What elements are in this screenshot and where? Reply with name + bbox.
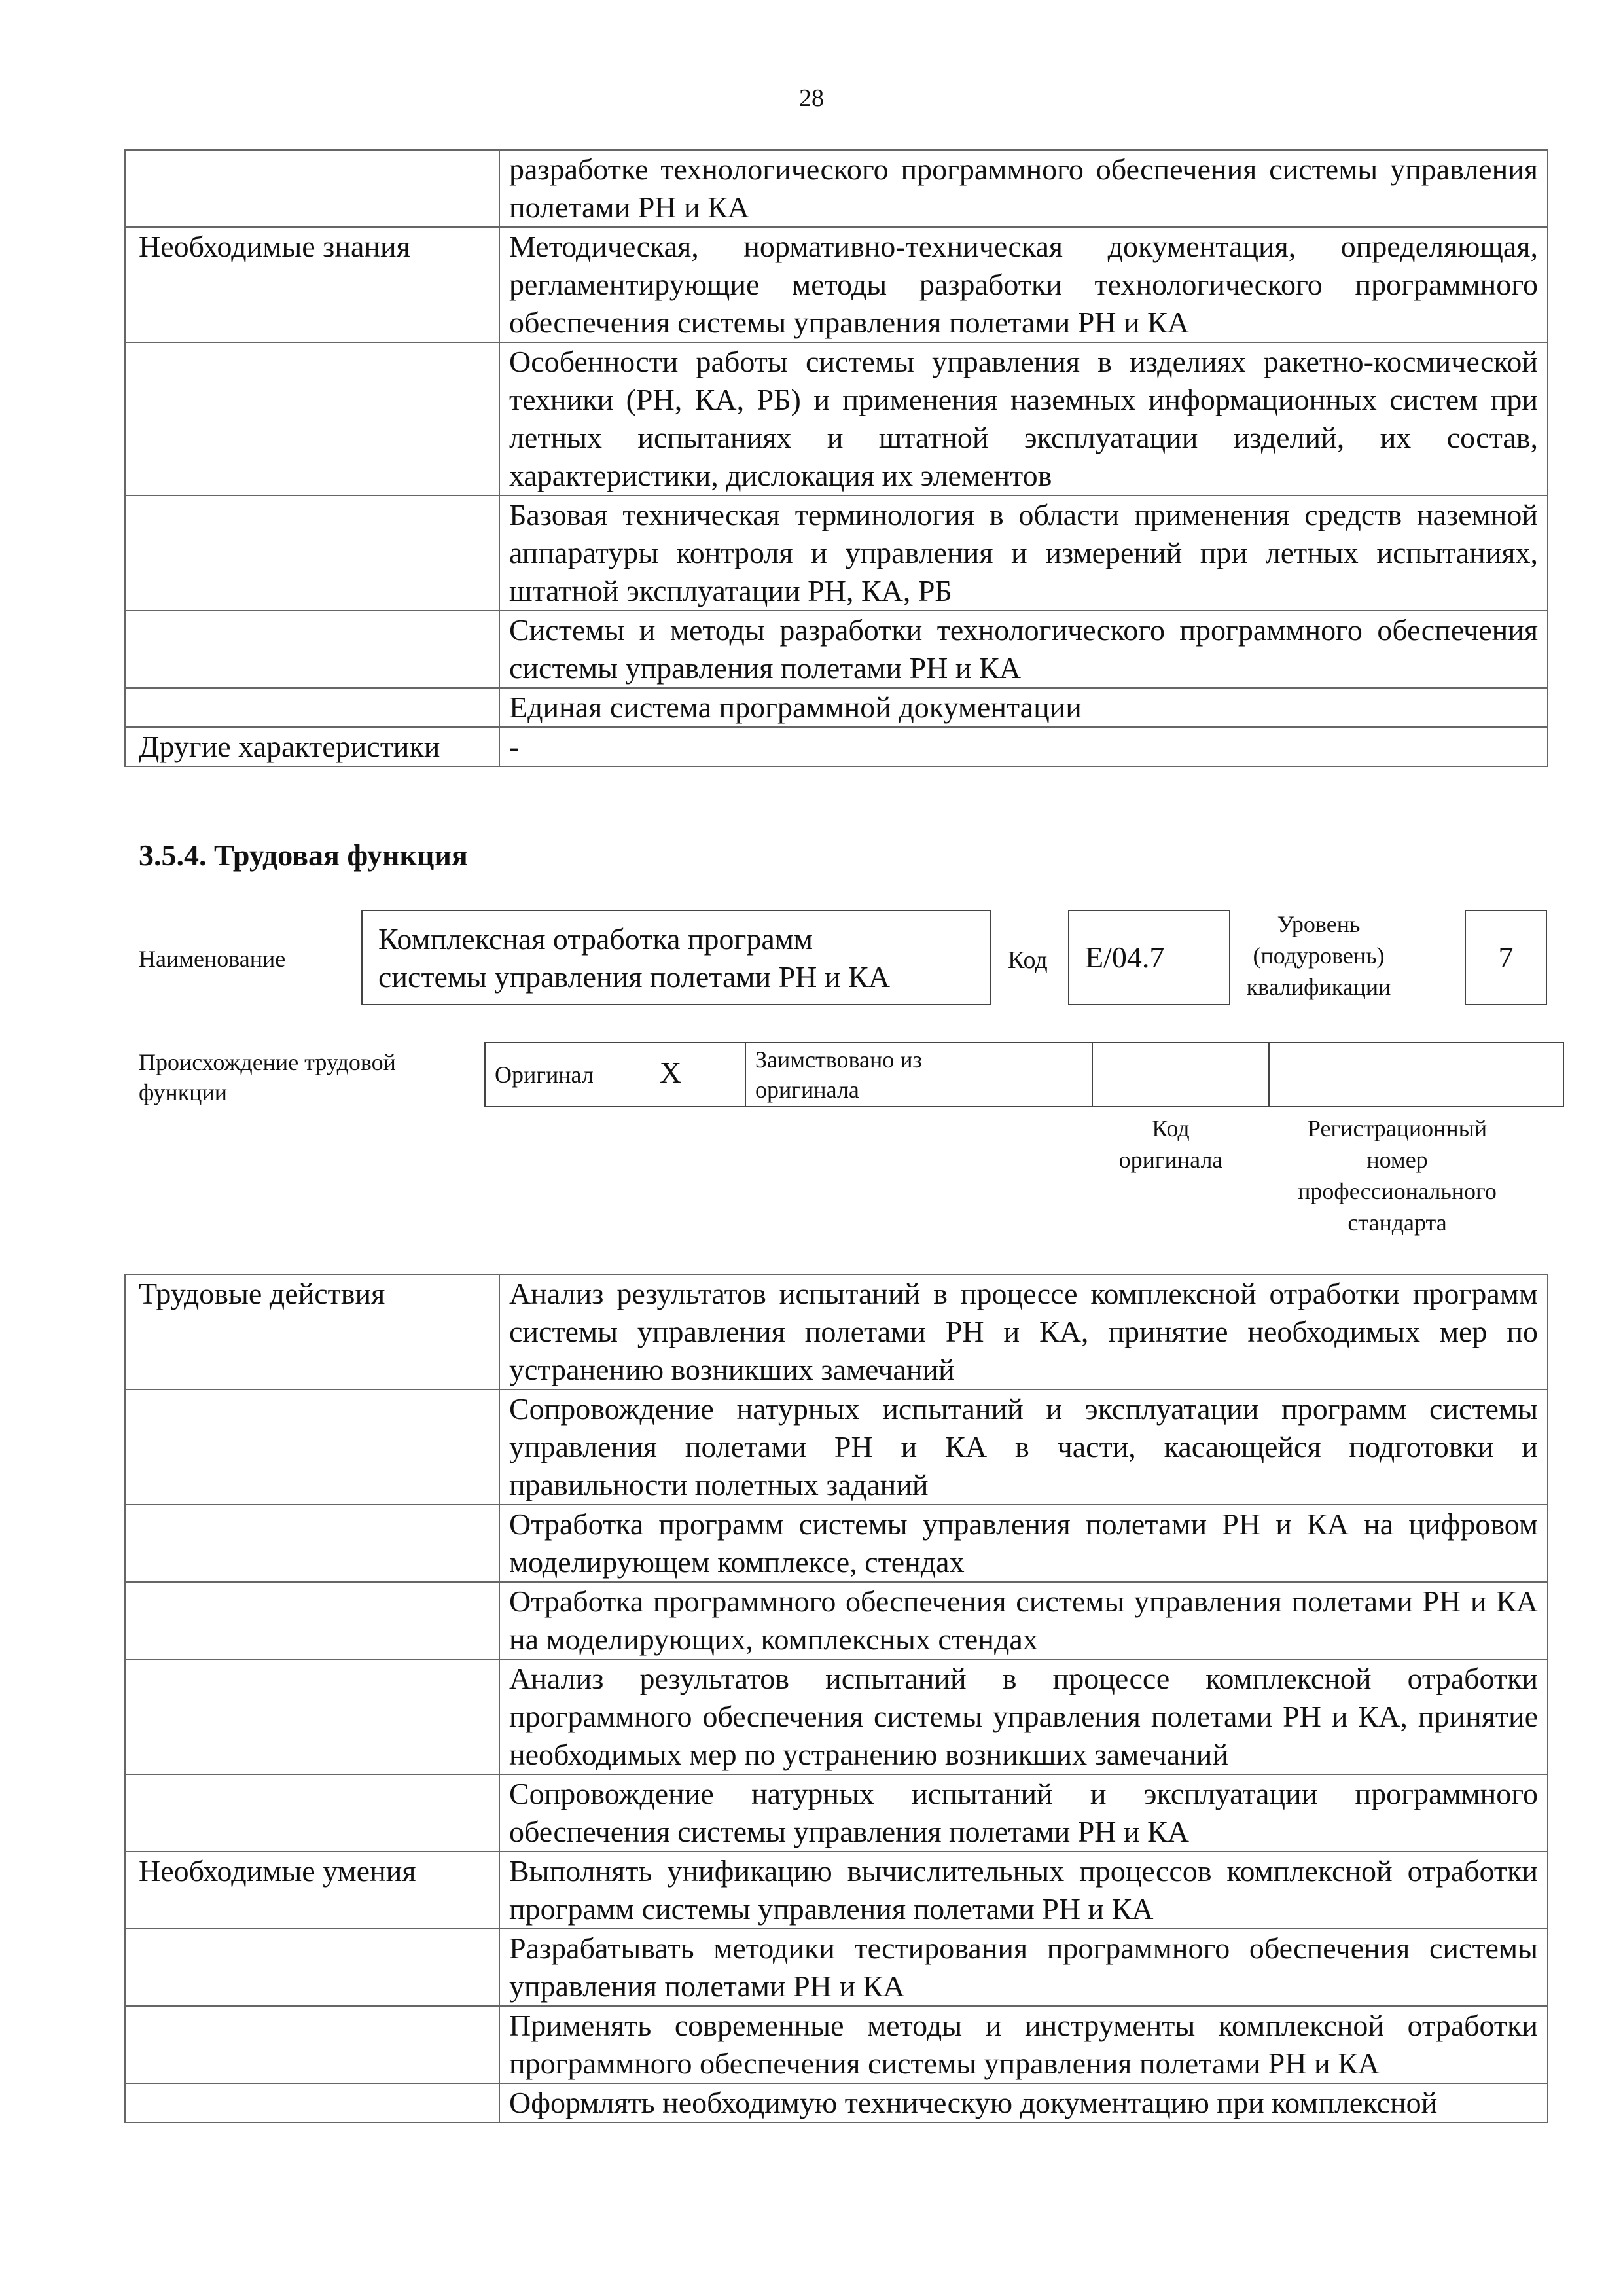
table-row xyxy=(125,227,1548,342)
row-label xyxy=(125,1390,499,1505)
level-box xyxy=(1465,910,1547,1005)
row-label: Другие характеристики xyxy=(125,727,499,766)
row-label xyxy=(125,1774,499,1852)
table-row xyxy=(125,727,1548,766)
caption-code-line2: оригинала xyxy=(1118,1147,1223,1173)
row-text: Единая система программной документации xyxy=(499,688,1548,727)
level-label xyxy=(1237,908,1400,1003)
row-text: Оформлять необходимую техническую документацию при комплексной xyxy=(499,2083,1548,2123)
original-label: Оригинал xyxy=(495,1062,594,1088)
level-label-line1: Уровень xyxy=(1277,911,1361,937)
table-row xyxy=(125,2083,1548,2123)
row-label xyxy=(125,342,499,495)
page-number: 28 xyxy=(799,84,824,112)
name-label: Наименование xyxy=(139,946,286,972)
borrowed-line1: Заимствовано из xyxy=(755,1047,922,1073)
origin-label-line1: Происхождение трудовой xyxy=(139,1049,396,1075)
borrowed-line2: оригинала xyxy=(755,1077,859,1103)
row-label xyxy=(125,1929,499,2006)
row-text: Применять современные методы и инструменты комплексной отработки программного обеспечения системы управления полетами РН и КА xyxy=(499,2006,1548,2083)
row-text: Выполнять унификацию вычислительных процессов комплексной отработки программ системы управления полетами РН и КА xyxy=(499,1852,1548,1929)
caption-reg-line1: Регистрационный xyxy=(1307,1115,1488,1141)
row-text: Особенности работы системы управления в изделиях ракетно-космической техники (РН, КА, РБ) и применения наземных информационных систем при летных испытаниях и штатной эксплуатации изделий, их состав, характеристики, дислокация их элементов xyxy=(499,342,1548,495)
origin-label-line2: функции xyxy=(139,1079,227,1105)
row-text: Методическая, нормативно-техническая документация, определяющая, регламентирующие методы разработки технологического программного обеспечения системы управления полетами РН и КА xyxy=(499,227,1548,342)
table-row xyxy=(125,1274,1548,1390)
function-name-line1: Комплексная отработка программ xyxy=(378,922,813,956)
origin-label xyxy=(139,1047,396,1107)
row-text: Сопровождение натурных испытаний и эксплуатации программного обеспечения системы управления полетами РН и КА xyxy=(499,1774,1548,1852)
actions-skills-table xyxy=(124,1274,1548,2123)
table-row xyxy=(125,2006,1548,2083)
row-label xyxy=(125,495,499,611)
level-label-line3: квалификации xyxy=(1246,974,1391,1000)
knowledge-table xyxy=(124,149,1548,767)
original-mark: X xyxy=(660,1056,682,1089)
row-text: Базовая техническая терминология в области применения средств наземной аппаратуры контроля и управления и измерений при летных испытаниях, штатной эксплуатации РН, КА, РБ xyxy=(499,495,1548,611)
borrowed-cell xyxy=(745,1043,1092,1107)
code-value: E/04.7 xyxy=(1085,941,1165,974)
table-row xyxy=(125,1852,1548,1929)
row-text: Разрабатывать методики тестирования программного обеспечения системы управления полетами РН и КА xyxy=(499,1929,1548,2006)
row-label xyxy=(125,150,499,227)
table-row xyxy=(125,1774,1548,1852)
caption-reg-line3: профессионального xyxy=(1298,1178,1497,1204)
code-original-cell xyxy=(1092,1043,1269,1107)
section-title: 3.5.4. Трудовая функция xyxy=(139,838,468,872)
code-box xyxy=(1068,910,1230,1005)
code-label: Код xyxy=(1008,946,1048,974)
caption-code-line1: Код xyxy=(1152,1115,1190,1141)
row-text: Сопровождение натурных испытаний и эксплуатации программ системы управления полетами РН и КА в части, касающейся подготовки и правильности полетных заданий xyxy=(499,1390,1548,1505)
row-text: Отработка программ системы управления полетами РН и КА на цифровом моделирующем комплексе, стендах xyxy=(499,1505,1548,1582)
table-row xyxy=(125,1505,1548,1582)
row-label xyxy=(125,1505,499,1582)
level-label-line2: (подуровень) xyxy=(1253,942,1385,969)
row-label xyxy=(125,1582,499,1659)
table-row xyxy=(125,342,1548,495)
row-text: Отработка программного обеспечения системы управления полетами РН и КА на моделирующих, комплексных стендах xyxy=(499,1582,1548,1659)
table-row xyxy=(125,150,1548,227)
row-label: Необходимые знания xyxy=(125,227,499,342)
function-name-line2: системы управления полетами РН и КА xyxy=(378,960,890,994)
caption-reg-number xyxy=(1257,1113,1538,1238)
level-value: 7 xyxy=(1498,941,1514,974)
row-text: - xyxy=(499,727,1548,766)
row-label xyxy=(125,2083,499,2123)
row-label: Трудовые действия xyxy=(125,1274,499,1390)
original-cell xyxy=(485,1043,745,1107)
row-label xyxy=(125,1659,499,1774)
row-label: Необходимые умения xyxy=(125,1852,499,1929)
caption-code-original xyxy=(1082,1113,1259,1175)
row-text: Анализ результатов испытаний в процессе комплексной отработки программ системы управления полетами РН и КА, принятие необходимых мер по устранению возникших замечаний xyxy=(499,1274,1548,1390)
row-label xyxy=(125,611,499,688)
row-text: Системы и методы разработки технологического программного обеспечения системы управления полетами РН и КА xyxy=(499,611,1548,688)
row-text: разработке технологического программного обеспечения системы управления полетами РН и КА xyxy=(499,150,1548,227)
function-name-box xyxy=(361,910,991,1005)
row-text: Анализ результатов испытаний в процессе комплексной отработки программного обеспечения системы управления полетами РН и КА, принятие необходимых мер по устранению возникших замечаний xyxy=(499,1659,1548,1774)
table-row xyxy=(125,1390,1548,1505)
row-label xyxy=(125,2006,499,2083)
table-row xyxy=(125,1582,1548,1659)
table-row xyxy=(125,495,1548,611)
caption-reg-line2: номер xyxy=(1366,1147,1428,1173)
table-row xyxy=(125,688,1548,727)
origin-table xyxy=(484,1042,1564,1107)
reg-number-cell xyxy=(1269,1043,1563,1107)
caption-reg-line4: стандарта xyxy=(1347,1210,1447,1236)
table-row xyxy=(125,1659,1548,1774)
table-row xyxy=(125,611,1548,688)
row-label xyxy=(125,688,499,727)
table-row xyxy=(125,1929,1548,2006)
